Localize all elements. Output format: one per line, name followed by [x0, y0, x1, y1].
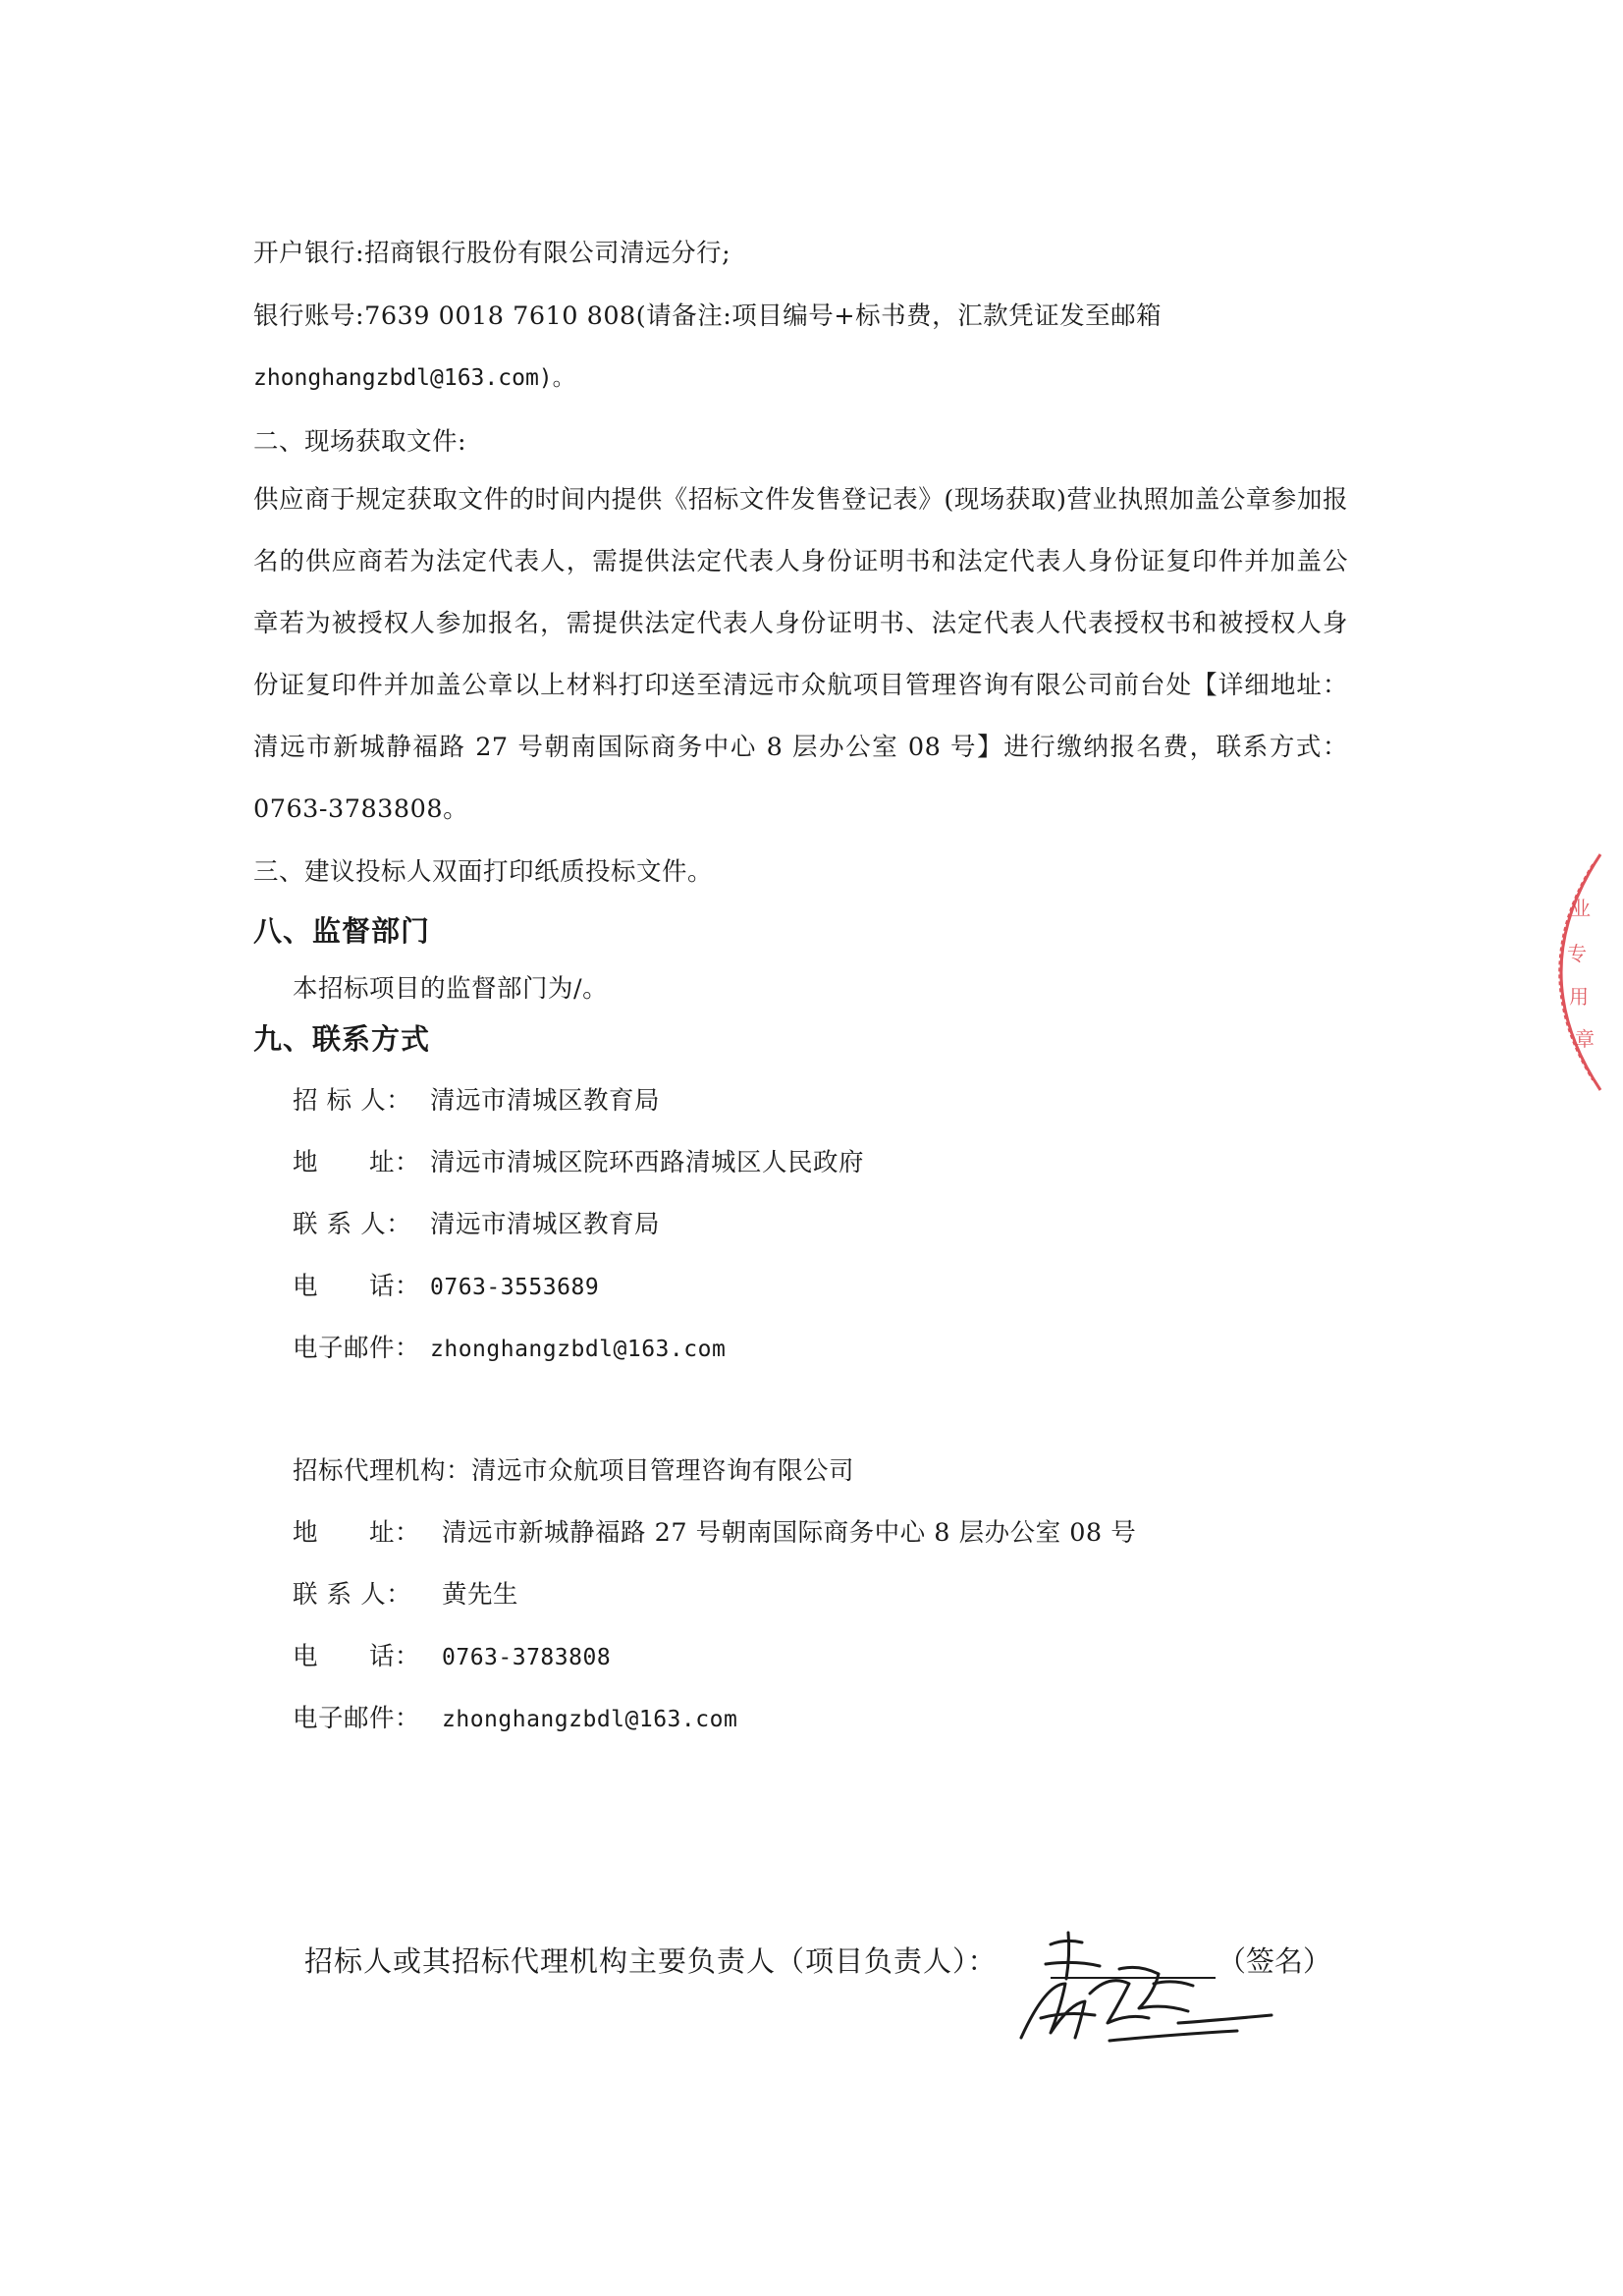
field-label: 招 标 人： [293, 1086, 412, 1116]
agency-address-row [293, 1513, 1136, 1549]
supervision-text: 本招标项目的监督部门为/。 [293, 974, 609, 1004]
agency-contact-row [293, 1575, 518, 1611]
tenderer-phone-row [293, 1267, 599, 1302]
field-label: 地 址： [293, 1148, 421, 1177]
field-value: 0763-3783808 [442, 1645, 612, 1670]
field-value: 清远市新城静福路 27 号朝南国际商务中心 8 层办公室 08 号 [442, 1518, 1137, 1548]
supervision-heading: 八、监督部门 [253, 914, 431, 948]
signature-label: 招标人或其招标代理机构主要负责人（项目负责人）： [304, 1944, 998, 1978]
tenderer-address-row [293, 1143, 864, 1178]
field-value: 0763-3553689 [430, 1275, 600, 1300]
field-label: 联 系 人： [293, 1210, 412, 1239]
field-value: 清远市清城区教育局 [430, 1086, 661, 1116]
tenderer-contact-row [293, 1205, 660, 1240]
field-label: 联 系 人： [293, 1580, 412, 1610]
field-value: zhonghangzbdl@163.com [442, 1707, 738, 1732]
agency-phone-row [293, 1637, 611, 1672]
agency-title: 招标代理机构：清远市众航项目管理咨询有限公司 [293, 1456, 855, 1486]
field-label: 地 址： [293, 1518, 421, 1548]
tenderer-name-row [293, 1081, 660, 1117]
field-label: 电 话： [293, 1642, 421, 1671]
double-sided-line: 三、建议投标人双面打印纸质投标文件。 [253, 857, 714, 887]
field-value: zhonghangzbdl@163.com [430, 1337, 727, 1362]
svg-text:章: 章 [1575, 1027, 1595, 1051]
onsite-paragraph: 供应商于规定获取文件的时间内提供《招标文件发售登记表》(现场获取)营业执照加盖公章参加报名的供应商若为法定代表人，需提供法定代表人身份证明书和法定代表人身份证复印件并加盖公章若为被授权人参加报名，需提供法定代表人身份证明书、法定代表人代表授权书和被授权人身份证复印件并加盖公章以上材料打印送至清远市众航项目管理咨询有限公司前台处【详细地址：清远市新城静福路 27 号朝南国际商务中心 8 层办公室 08 号】进行缴纳报名费，联系方式：0763-3783808。 [253, 485, 1348, 824]
field-value: 清远市清城区院环西路清城区人民政府 [430, 1148, 865, 1177]
bank-line: 开户银行:招商银行股份有限公司清远分行; [253, 239, 731, 268]
signature-suffix: （签名） [1217, 1944, 1332, 1978]
field-value: 黄先生 [442, 1580, 519, 1610]
account-line: 银行账号:7639 0018 7610 808(请备注:项目编号+标书费，汇款凭证发至邮箱 [253, 301, 1163, 331]
agency-email-row [293, 1699, 737, 1734]
field-label: 电子邮件： [293, 1704, 421, 1733]
svg-text:业: 业 [1571, 897, 1591, 920]
svg-text:用: 用 [1569, 985, 1589, 1009]
onsite-title: 二、现场获取文件: [253, 427, 467, 457]
field-label: 电 话： [293, 1272, 421, 1301]
field-label: 电子邮件： [293, 1334, 421, 1363]
contact-heading: 九、联系方式 [253, 1022, 431, 1056]
handwritten-signature [992, 1925, 1276, 2062]
official-seal [1532, 845, 1623, 1100]
account-email-line: zhonghangzbdl@163.com)。 [253, 365, 575, 391]
svg-text:专: 专 [1567, 942, 1587, 965]
tenderer-email-row [293, 1329, 726, 1364]
field-value: 清远市清城区教育局 [430, 1210, 661, 1239]
